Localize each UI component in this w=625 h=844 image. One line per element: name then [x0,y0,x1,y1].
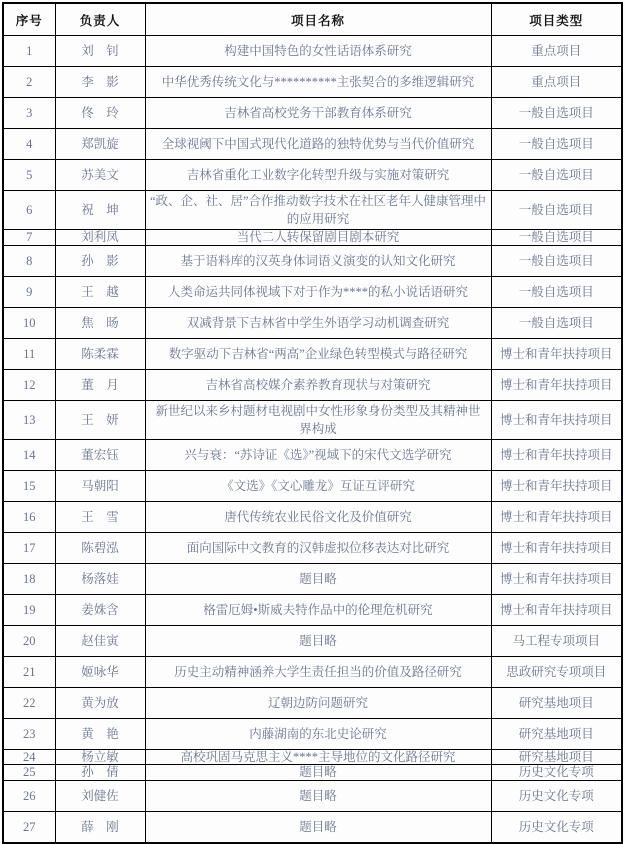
project-title: 吉林省高校党务干部教育体系研究 [145,98,491,129]
project-title: 内藤湖南的东北史论研究 [145,718,491,749]
row-index: 27 [3,811,55,843]
row-index: 16 [3,501,55,532]
project-category: 一般自选项目 [491,98,622,129]
leader-name: 王 雪 [55,501,145,532]
project-category: 重点项目 [491,67,622,98]
project-category: 一般自选项目 [491,129,622,160]
project-category: 一般自选项目 [491,245,622,276]
project-category: 马工程专项项目 [491,625,622,656]
row-index: 22 [3,687,55,718]
project-category: 历史文化专项 [491,765,622,780]
row-index: 17 [3,532,55,563]
leader-name: 刘健佐 [55,780,145,811]
row-index: 1 [3,36,55,67]
project-category: 研究基地项目 [491,718,622,749]
leader-name: 薛 刚 [55,811,145,843]
row-index: 19 [3,594,55,625]
row-index: 5 [3,160,55,191]
row-index: 11 [3,338,55,369]
table-row [3,718,622,749]
project-title: 吉林省重化工业数字化转型升级与实施对策研究 [145,160,491,191]
leader-name: 姜姝含 [55,594,145,625]
row-index: 24 [3,749,55,764]
table-row [3,230,622,245]
table-row [3,656,622,687]
table-row [3,98,622,129]
leader-name: 孙 影 [55,245,145,276]
table-header [3,3,622,36]
table-row [3,369,622,400]
projects-table [2,2,623,844]
table-row [3,625,622,656]
row-index: 18 [3,563,55,594]
project-title: 题目略 [145,780,491,811]
table-row [3,594,622,625]
row-index: 23 [3,718,55,749]
row-index: 2 [3,67,55,98]
project-title: 面向国际中文教育的汉韩虚拟位移表达对比研究 [145,532,491,563]
table-row [3,501,622,532]
project-title: 中华优秀传统文化与**********主张契合的多维逻辑研究 [145,67,491,98]
project-title: 题目略 [145,625,491,656]
project-title: 格雷厄姆•斯威夫特作品中的伦理危机研究 [145,594,491,625]
project-title: 历史主动精神涵养大学生责任担当的价值及路径研究 [145,656,491,687]
table-row [3,160,622,191]
project-title: 基于语料库的汉英身体词语义演变的认知文化研究 [145,245,491,276]
leader-name: 黄 艳 [55,718,145,749]
header-index: 序号 [3,3,55,36]
project-title: 兴与衰：“苏诗证《选》”视域下的宋代文选学研究 [145,439,491,470]
table-row [3,687,622,718]
table-row [3,749,622,764]
project-category: 一般自选项目 [491,307,622,338]
row-index: 9 [3,276,55,307]
leader-name: 佟 玲 [55,98,145,129]
project-title: 新世纪以来乡村题材电视剧中女性形象身份类型及其精神世界构成 [145,400,491,439]
project-category: 研究基地项目 [491,687,622,718]
row-index: 26 [3,780,55,811]
header-category: 项目类型 [491,3,622,36]
table-row [3,191,622,230]
row-index: 12 [3,369,55,400]
table-row [3,276,622,307]
table-body [3,36,622,843]
row-index: 14 [3,439,55,470]
row-index: 21 [3,656,55,687]
row-index: 4 [3,129,55,160]
table-row [3,563,622,594]
leader-name: 黄为放 [55,687,145,718]
project-title: 人类命运共同体视域下对于作为****的私小说话语研究 [145,276,491,307]
table-row [3,36,622,67]
project-category: 一般自选项目 [491,160,622,191]
header-row [3,3,622,36]
project-title: 高校巩固马克思主义****主导地位的文化路径研究 [145,749,491,764]
row-index: 3 [3,98,55,129]
project-category: 博士和青年扶持项目 [491,532,622,563]
leader-name: 祝 坤 [55,191,145,230]
project-category: 一般自选项目 [491,230,622,245]
row-index: 7 [3,230,55,245]
leader-name: 杨立敏 [55,749,145,764]
table-row [3,532,622,563]
leader-name: 陈碧泓 [55,532,145,563]
project-category: 思政研究专项项目 [491,656,622,687]
project-title: 吉林省高校媒介素养教育现状与对策研究 [145,369,491,400]
row-index: 20 [3,625,55,656]
project-category: 博士和青年扶持项目 [491,338,622,369]
table-row [3,439,622,470]
project-category: 研究基地项目 [491,749,622,764]
leader-name: 郑凯旋 [55,129,145,160]
header-title: 项目名称 [145,3,491,36]
table-row [3,245,622,276]
table-row [3,129,622,160]
leader-name: 焦 旸 [55,307,145,338]
project-title: 题目略 [145,765,491,780]
project-category: 历史文化专项 [491,780,622,811]
leader-name: 董 月 [55,369,145,400]
project-title: 双减背景下吉林省中学生外语学习动机调查研究 [145,307,491,338]
leader-name: 董宏钰 [55,439,145,470]
leader-name: 杨落娃 [55,563,145,594]
leader-name: 孙 倩 [55,765,145,780]
project-category: 博士和青年扶持项目 [491,439,622,470]
project-title: 当代二人转保留剧目剧本研究 [145,230,491,245]
row-index: 25 [3,765,55,780]
row-index: 13 [3,400,55,439]
project-category: 博士和青年扶持项目 [491,369,622,400]
leader-name: 赵佳寅 [55,625,145,656]
leader-name: 刘利凤 [55,230,145,245]
project-category: 历史文化专项 [491,811,622,843]
table-row [3,307,622,338]
project-title: 全球视阈下中国式现代化道路的独特优势与当代价值研究 [145,129,491,160]
leader-name: 陈柔霖 [55,338,145,369]
project-category: 一般自选项目 [491,276,622,307]
leader-name: 李 影 [55,67,145,98]
row-index: 10 [3,307,55,338]
project-title: 《文选》《文心雕龙》互证互评研究 [145,470,491,501]
project-title: 题目略 [145,811,491,843]
project-category: 博士和青年扶持项目 [491,563,622,594]
table-row [3,67,622,98]
project-category: 重点项目 [491,36,622,67]
project-category: 一般自选项目 [491,191,622,230]
project-category: 博士和青年扶持项目 [491,400,622,439]
project-title: 构建中国特色的女性话语体系研究 [145,36,491,67]
header-leader: 负责人 [55,3,145,36]
leader-name: 苏美文 [55,160,145,191]
table-row [3,765,622,780]
leader-name: 刘 钊 [55,36,145,67]
project-title: 唐代传统农业民俗文化及价值研究 [145,501,491,532]
row-index: 15 [3,470,55,501]
row-index: 8 [3,245,55,276]
project-category: 博士和青年扶持项目 [491,470,622,501]
project-category: 博士和青年扶持项目 [491,594,622,625]
table-row [3,400,622,439]
project-title: 辽朝边防问题研究 [145,687,491,718]
table-row [3,338,622,369]
project-title: 数字驱动下吉林省“两高”企业绿色转型模式与路径研究 [145,338,491,369]
row-index: 6 [3,191,55,230]
leader-name: 马朝阳 [55,470,145,501]
leader-name: 姬咏华 [55,656,145,687]
project-category: 博士和青年扶持项目 [491,501,622,532]
leader-name: 王 越 [55,276,145,307]
leader-name: 王 妍 [55,400,145,439]
table-row [3,470,622,501]
project-title: 题目略 [145,563,491,594]
project-title: “政、企、社、居”合作推动数字技术在社区老年人健康管理中的应用研究 [145,191,491,230]
table-row [3,780,622,811]
